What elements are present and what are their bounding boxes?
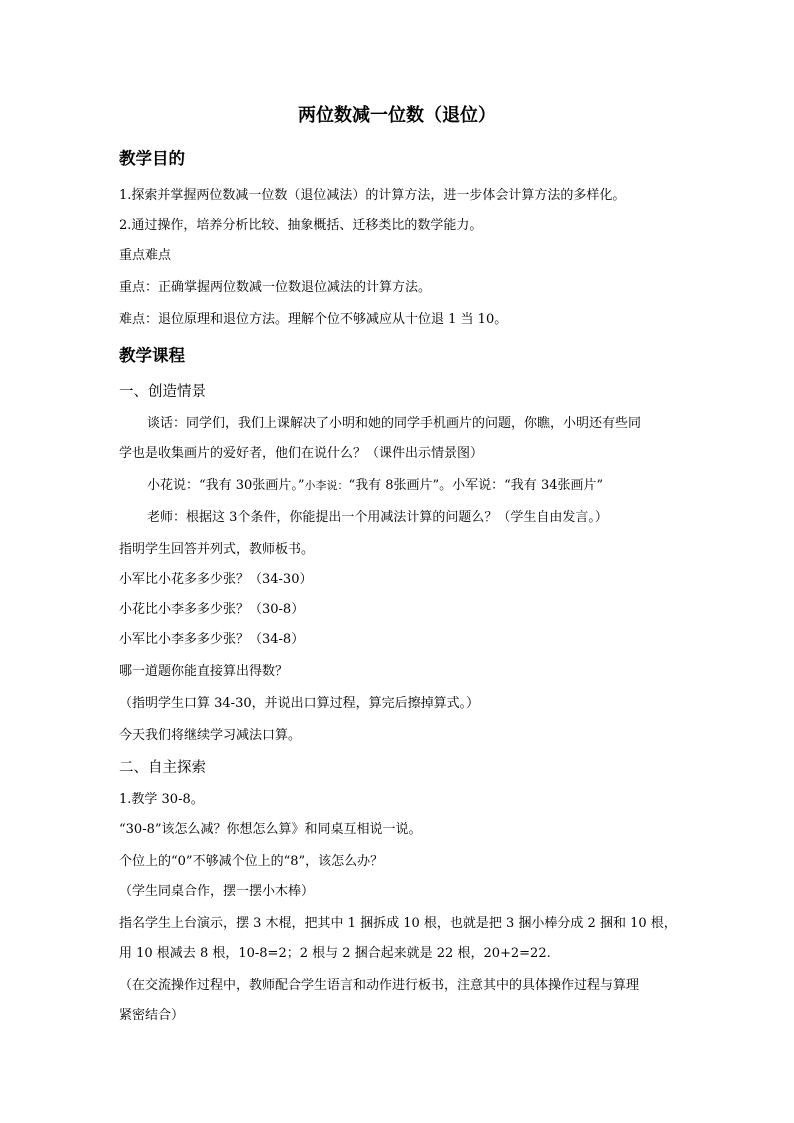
teach-item-1: 1.教学 30-8。 xyxy=(119,792,204,807)
key-point: 重点：正确掌握两位数减一位数退位减法的计算方法。 xyxy=(119,280,432,295)
dialog-xiaoli-label: 小李说： xyxy=(304,479,349,492)
board-note: 指明学生回答并列式，教师板书。 xyxy=(119,542,315,557)
objective-2: 2.通过操作，培养分析比较、抽象概括、迁移类比的数学能力。 xyxy=(119,218,483,233)
key-difficult-label: 重点难点 xyxy=(119,248,172,263)
dialog-xiaohua: 小花说：“我有 30张画片。” xyxy=(147,478,305,493)
page-title: 两位数减一位数（退位） xyxy=(298,105,496,126)
question-4: 哪一道题你能直接算出得数？ xyxy=(119,664,289,679)
objective-1: 1.探索并掌握两位数减一位数（退位减法）的计算方法，进一步体会计算方法的多样化。 xyxy=(119,188,626,203)
today-line: 今天我们将继续学习减法口算。 xyxy=(119,728,302,743)
intro-line-2: 学也是收集画片的爱好者，他们在说什么？（课件出示情景图） xyxy=(119,446,484,461)
ones-question: 个位上的“0”不够减个位上的“8”，该怎么办？ xyxy=(119,854,384,869)
heading-process: 教学课程 xyxy=(119,346,185,365)
question-2: 小花比小李多多少张？（30-8） xyxy=(119,602,305,617)
oral-calc-note: （指明学生口算 34-30，并说出口算过程，算完后擦掉算式。） xyxy=(119,696,480,711)
dialog-xiaojun: “我有 8张画片”。小军说：“我有 34张画片” xyxy=(348,478,604,493)
teacher-question: 老师：根据这 3个条件，你能提出一个用减法计算的问题么？（学生自由发言。） xyxy=(147,510,608,525)
note-line-2: 紧密结合） xyxy=(119,1008,185,1023)
question-3: 小军比小李多多少张？（34-8） xyxy=(119,632,305,647)
difficult-point: 难点：退位原理和退位方法。理解个位不够减应从十位退 1 当 10。 xyxy=(119,312,508,327)
heading-objectives: 教学目的 xyxy=(119,149,185,168)
pair-work: （学生同桌合作，摆一摆小木棒） xyxy=(119,884,315,899)
part1-heading: 一、创造情景 xyxy=(119,384,206,400)
question-1: 小军比小花多多少张？（34-30） xyxy=(119,572,313,587)
how-question: “30-8”该怎么减？你想怎么算》和同桌互相说一说。 xyxy=(119,822,422,837)
demo-line-2: 用 10 根减去 8 根，10-8=2；2 根与 2 捆合起来就是 22 根，20+2=22. xyxy=(119,946,551,961)
dialog-line xyxy=(147,476,603,496)
demo-line-1: 指名学生上台演示，摆 3 木棍，把其中 1 捆拆成 10 根，也就是把 3 捆小棒分成 2 捆和 10 根， xyxy=(119,916,677,931)
intro-line-1: 谈话：同学们，我们上课解决了小明和她的同学手机画片的问题，你瞧，小明还有些同 xyxy=(147,416,642,431)
part2-heading: 二、自主探索 xyxy=(119,760,206,776)
note-line-1: （在交流操作过程中，教师配合学生语言和动作进行板书，注意其中的具体操作过程与算理 xyxy=(119,978,640,993)
